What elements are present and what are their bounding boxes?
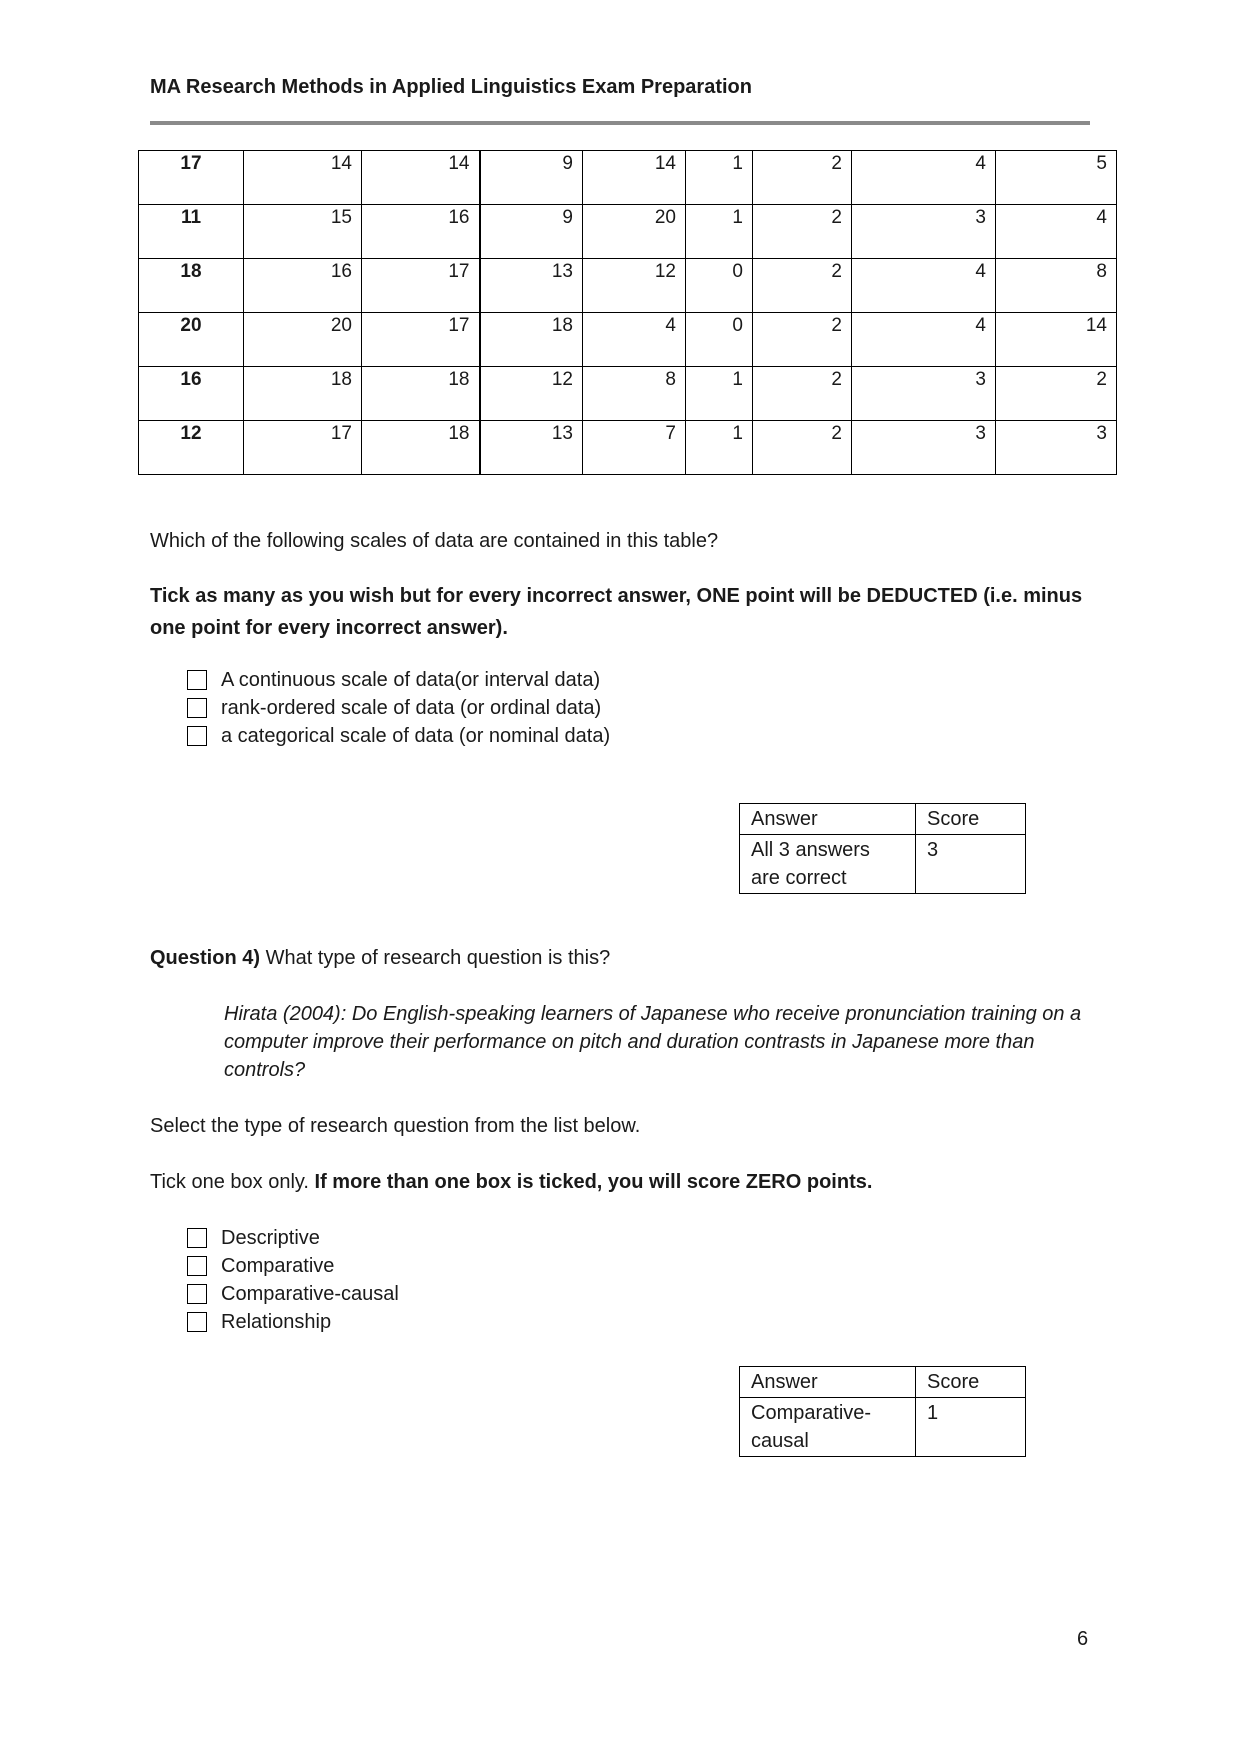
q4-option[interactable] [187, 1224, 399, 1252]
q4-option[interactable] [187, 1308, 399, 1336]
table-cell: 2 [753, 313, 852, 367]
table-cell: 18 [139, 259, 244, 313]
q4-label: Question 4) [150, 947, 261, 969]
score-header: Score [916, 804, 1026, 835]
option-label: Comparative-causal [221, 1282, 399, 1305]
table-row [139, 205, 1117, 259]
table-cell: 2 [996, 367, 1117, 421]
checkbox[interactable] [187, 726, 207, 746]
q4-tick-warning: If more than one box is ticked, you will score ZERO points. [314, 1171, 873, 1193]
option-label: a categorical scale of data (or nominal data) [221, 724, 611, 747]
q3-instruction: Tick as many as you wish but for every incorrect answer, ONE point will be DEDUCTED (i.e. minus one point for every incorrect answer). [150, 585, 1083, 639]
header-divider [150, 121, 1090, 125]
table-cell: 20 [583, 205, 686, 259]
table-cell: 5 [996, 151, 1117, 205]
q3-answer-table [739, 803, 1026, 894]
score-cell: 1 [916, 1398, 1026, 1457]
table-cell: 3 [996, 421, 1117, 475]
table-row [139, 367, 1117, 421]
table-row [139, 421, 1117, 475]
table-cell: 9 [480, 205, 583, 259]
table-cell: 14 [583, 151, 686, 205]
q4-quote: Hirata (2004): Do English-speaking learners of Japanese who receive pronunciation training on a computer improve their performance on pitch and duration contrasts in Japanese more than controls? [224, 1003, 1082, 1081]
q3-option[interactable] [187, 666, 610, 694]
table-cell: 1 [686, 205, 753, 259]
table-cell: 0 [686, 313, 753, 367]
q4-tick-text: Tick one box only. [150, 1171, 315, 1193]
q3-option[interactable] [187, 722, 610, 750]
checkbox[interactable] [187, 1284, 207, 1304]
q3-question: Which of the following scales of data are contained in this table? [150, 530, 719, 552]
table-cell: 2 [753, 367, 852, 421]
answer-header: Answer [740, 1367, 916, 1398]
table-cell: 16 [139, 367, 244, 421]
table-cell: 7 [583, 421, 686, 475]
data-table [138, 150, 1117, 475]
q4-tick-line [150, 1166, 872, 1198]
option-label: rank-ordered scale of data (or ordinal data) [221, 696, 602, 719]
table-cell: 16 [244, 259, 362, 313]
table-cell: 17 [362, 313, 480, 367]
table-cell: 18 [362, 367, 480, 421]
page-number: 6 [1077, 1628, 1089, 1650]
checkbox[interactable] [187, 1228, 207, 1248]
page-header-title: MA Research Methods in Applied Linguistics Exam Preparation [150, 76, 752, 98]
table-cell: 17 [139, 151, 244, 205]
table-cell: 2 [753, 205, 852, 259]
option-label: A continuous scale of data(or interval data) [221, 668, 601, 691]
table-cell: 20 [139, 313, 244, 367]
table-cell: 17 [244, 421, 362, 475]
checkbox[interactable] [187, 1312, 207, 1332]
table-cell: 12 [480, 367, 583, 421]
option-label: Descriptive [221, 1226, 320, 1249]
table-cell: 14 [244, 151, 362, 205]
q4-select-text: Select the type of research question from the list below. [150, 1115, 641, 1137]
table-cell: 12 [583, 259, 686, 313]
table-cell: 4 [583, 313, 686, 367]
q4-option[interactable] [187, 1252, 399, 1280]
table-cell: 14 [996, 313, 1117, 367]
table-cell: 4 [996, 205, 1117, 259]
score-header: Score [916, 1367, 1026, 1398]
table-cell: 2 [753, 421, 852, 475]
table-cell: 3 [852, 205, 996, 259]
table-cell: 18 [480, 313, 583, 367]
table-cell: 3 [852, 421, 996, 475]
q4-question-line [150, 942, 610, 974]
table-cell: 4 [852, 259, 996, 313]
table-cell: 18 [362, 421, 480, 475]
table-row [139, 259, 1117, 313]
table-cell: 16 [362, 205, 480, 259]
table-cell: 2 [753, 259, 852, 313]
checkbox[interactable] [187, 698, 207, 718]
checkbox[interactable] [187, 670, 207, 690]
q4-answer-table [739, 1366, 1026, 1457]
q3-option[interactable] [187, 694, 610, 722]
table-cell: 11 [139, 205, 244, 259]
table-row [139, 151, 1117, 205]
checkbox[interactable] [187, 1256, 207, 1276]
table-cell: 15 [244, 205, 362, 259]
q3-options [187, 666, 610, 750]
q4-question: What type of research question is this? [260, 947, 611, 969]
table-row [139, 313, 1117, 367]
q4-options [187, 1224, 399, 1336]
table-cell: 0 [686, 259, 753, 313]
option-label: Comparative [221, 1254, 335, 1277]
option-label: Relationship [221, 1310, 332, 1333]
table-cell: 12 [139, 421, 244, 475]
table-cell: 9 [480, 151, 583, 205]
table-cell: 17 [362, 259, 480, 313]
table-cell: 18 [244, 367, 362, 421]
table-cell: 1 [686, 367, 753, 421]
score-cell: 3 [916, 835, 1026, 894]
table-cell: 13 [480, 421, 583, 475]
table-cell: 1 [686, 151, 753, 205]
answer-cell: Comparative-causal [740, 1398, 916, 1457]
table-cell: 8 [583, 367, 686, 421]
table-cell: 4 [852, 313, 996, 367]
table-cell: 3 [852, 367, 996, 421]
table-cell: 13 [480, 259, 583, 313]
table-cell: 20 [244, 313, 362, 367]
table-cell: 1 [686, 421, 753, 475]
answer-header: Answer [740, 804, 916, 835]
q4-option[interactable] [187, 1280, 399, 1308]
answer-cell: All 3 answers are correct [740, 835, 916, 894]
table-cell: 4 [852, 151, 996, 205]
table-cell: 2 [753, 151, 852, 205]
table-cell: 14 [362, 151, 480, 205]
table-cell: 8 [996, 259, 1117, 313]
